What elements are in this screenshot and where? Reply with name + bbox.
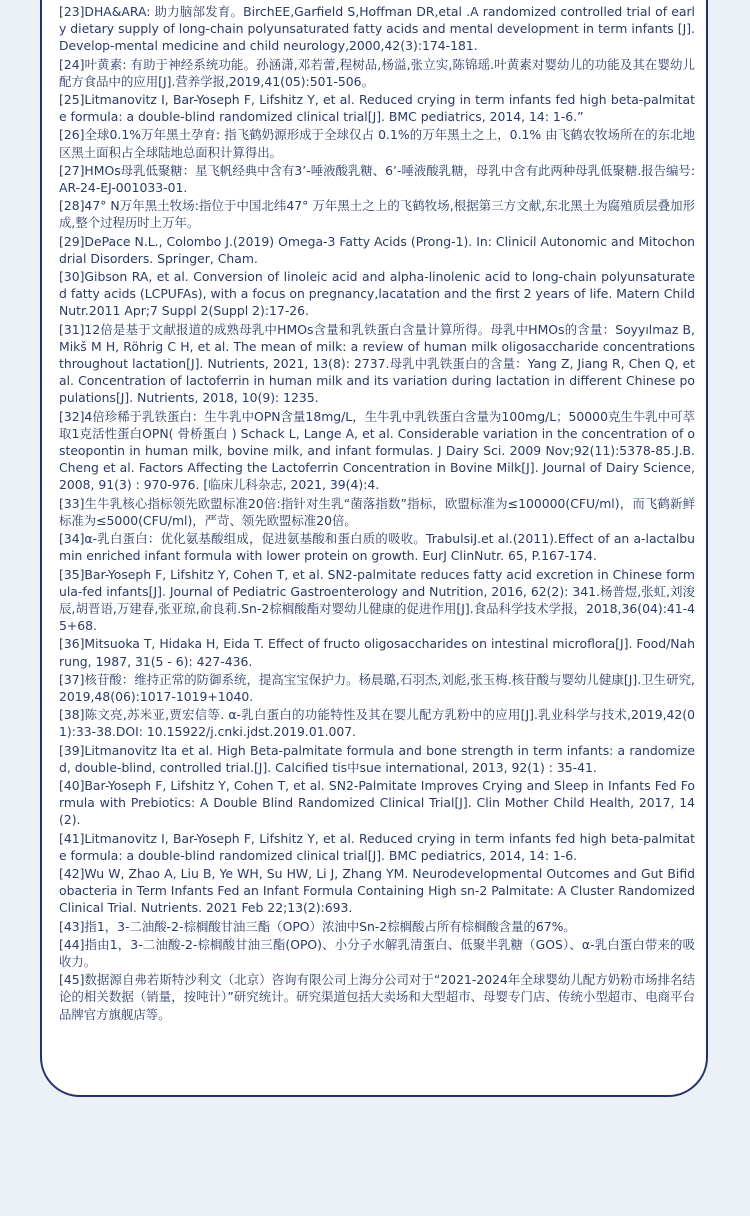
references-list [59, 3, 695, 1024]
reference-item: [36]Mitsuoka T, Hidaka H, Eida T. Effect of fructo oligosaccharides on intestinal microflora[J]. Food/Nahrung, 1987, 31(5 - 6): 427-436. [59, 636, 695, 669]
reference-item: [42]Wu W, Zhao A, Liu B, Ye WH, Su HW, Li J, Zhang YM. Neurodevelopmental Outcomes and Gut Bifidobacteria in Term Infants Fed an Infant Formula Containing High sn-2 Palmitate: A Cluster Randomized Clinical Trial. Nutrients. 2021 Feb 22;13(2):693. [59, 865, 695, 916]
reference-item: [34]α-乳白蛋白：优化氨基酸组成，促进氨基酸和蛋白质的吸收。TrabulsiJ.et al.(2011).Effect of an a-lactalbumin enriched infant formula with lower protein on growth. EurJ ClinNutr. 65, P.167-174. [59, 531, 695, 564]
reference-item: [23]DHA&ARA: 助力脑部发育。BirchEE,Garfield S,Hoffman DR,etal .A randomized controlled trial of early dietary supply of long-chain polyunsaturated fatty acids and mental development in term infants [J]. Develop-mental medicine and child neurology,2000,42(3):174-181. [59, 4, 695, 54]
reference-item: [41]Litmanovitz I, Bar-Yoseph F, Lifshitz Y, et al. Reduced crying in term infants fed high beta-palmitate formula: a double-blind randomized clinical trial[J]. BMC pediatrics, 2014, 14: 1-6. [59, 830, 695, 863]
reference-item: [45]数据源自弗若斯特沙利文（北京）咨询有限公司上海分公司对于“2021-2024年全球婴幼儿配方奶粉市场排名结论的相关数据（销量，按吨计）”研究统计。研究渠道包括大卖场和大型超市、母婴专门店、传统小型超市、电商平台品牌官方旗舰店等。 [59, 972, 696, 1022]
reference-item: [37]核苷酸：维持正常的防御系统，提高宝宝保护力。杨晨璐,石羽杰,刘彪,张玉梅.核苷酸与婴幼儿健康[J].卫生研究,2019,48(06):1017-1019+1040. [59, 671, 695, 704]
reference-item: [32]4倍珍稀于乳铁蛋白：生牛乳中OPN含量18mg/L，生牛乳中乳铁蛋白含量为100mg/L；50000克生牛乳中可萃取1克活性蛋白OPN( 骨桥蛋白 ) Schack L, Lange A, et al. Considerable variation in the concentration of osteopontin in human milk, bovine milk, and infant formulas. J Dairy Sci. 2009 Nov;92(11):5378-85.J.B. Cheng et al. Factors Affecting the Lactoferrin Concentration in Bovine Milk[J]. Journal of Dairy Science, 2008, 91(3) : 970-976. [临床儿科杂志, 2021, 39(4):4. [59, 408, 695, 493]
reference-item: [26]全球0.1%万年黑土孕育: 指飞鹤奶源形成于全球仅占 0.1%的万年黑土之上，0.1% 由飞鹤农牧场所在的东北地区黑土面积占全球陆地总面积计算得出。 [59, 127, 695, 160]
references-card [40, 0, 708, 1097]
reference-item: [30]Gibson RA, et al. Conversion of linoleic acid and alpha-linolenic acid to long-chain polyunsaturated fatty acids (LCPUFAs), with a focus on pregnancy,lacatation and the first 2 years of life. Matern Child Nutr.2011 Apr;7 Suppl 2(Suppl 2):17-26. [59, 269, 695, 319]
reference-item: [43]指1，3-二油酸-2-棕榈酸甘油三酯（OPO）浓油中Sn-2棕榈酸占所有棕榈酸含量的67%。 [59, 918, 576, 934]
reference-item: [40]Bar-Yoseph F, Lifshitz Y, Cohen T, et al. SN2-Palmitate Improves Crying and Sleep in Infants Fed Formula with Prebiotics: A Double Blind Randomized Clinical Trial[J]. Clin Mother Child Health, 2017, 14 (2). [59, 777, 695, 828]
reference-item: [24]叶黄素: 有助于神经系统功能。孙涵潇,邓若蕾,程树品,杨溢,张立实,陈锦瑶.叶黄素对婴幼儿的功能及其在婴幼儿配方食品中的应用[J].营养学报,2019,41(05):501-506。 [59, 56, 695, 89]
reference-item: [33]生牛乳核心指标领先欧盟标准20倍:指针对生乳“菌落指数”指标，欧盟标准为≤100000(CFU/ml)，而飞鹤新鲜标准为≤5000(CFU/ml)，严苛、领先欧盟标准20倍。 [59, 495, 695, 528]
reference-item: [31]12倍是基于文献报道的成熟母乳中HMOs含量和乳铁蛋白含量计算所得。母乳中HMOs的含量：Soyyılmaz B, Mikš M H, Röhrig C H, et al. The mean of milk: a review of human milk oligosaccharide concentrations throughout lactation[J]. Nutrients, 2021, 13(8): 2737.母乳中乳铁蛋白的含量：Yang Z, Jiang R, Chen Q, et al. Concentration of lactoferrin in human milk and its variation during lactation in different Chinese populations[J]. Nutrients, 2018, 10(9): 1235. [59, 321, 695, 406]
reference-item: [28]47° N万年黑土牧场:指位于中国北纬47° 万年黑土之上的飞鹤牧场,根据第三方文献,东北黑土为腐殖质层叠加形成,整个过程历时上万年。 [59, 198, 695, 231]
reference-item: [27]HMOs母乳低聚糖：星飞帆经典中含有3’-唾液酸乳糖、6’-唾液酸乳糖，母乳中含有此两种母乳低聚糖.报告编号:AR-24-EJ-001033-01. [59, 162, 695, 196]
reference-item: [35]Bar-Yoseph F, Lifshitz Y, Cohen T, et al. SN2-palmitate reduces fatty acid excretion in Chinese formula-fed infants[J]. Journal of Pediatric Gastroenterology and Nutrition, 2016, 62(2): 341.杨普煜,张虹,刘浚辰,胡晋语,万建春,张亚琼,俞良莉.Sn-2棕榈酸酯对婴幼儿健康的促进作用[J].食品科学技术学报，2018,36(04):41-45+68. [59, 566, 695, 634]
reference-item: [44]指由1，3-二油酸-2-棕榈酸甘油三酯(OPO)、小分子水解乳清蛋白、低聚半乳糖（GOS）、α-乳白蛋白带来的吸收力。 [59, 936, 695, 969]
reference-item: [25]Litmanovitz I, Bar-Yoseph F, Lifshitz Y, et al. Reduced crying in term infants fed high beta-palmitate formula: a double-blind randomized clinical trial[J]. BMC pediatrics, 2014, 14: 1-6.” [59, 92, 695, 125]
reference-item: [39]Litmanovitz Ita et al. High Beta-palmitate formula and bone strength in term infants: a randomized, double-blind, controlled trial.[J]. Calcified tis中sue international, 2013, 92(1) : 35-41. [59, 742, 695, 775]
reference-item: [38]陈文亮,苏米亚,贾宏信等. α-乳白蛋白的功能特性及其在婴儿配方乳粉中的应用[J].乳业科学与技术,2019,42(01):33-38.DOI: 10.15922/j.cnki.jdst.2019.01.007. [59, 707, 695, 740]
reference-item: [29]DePace N.L., Colombo J.(2019) Omega-3 Fatty Acids (Prong-1). In: Clinicil Autonomic and Mitochondrial Disorders. Springer, Cham. [59, 233, 695, 266]
